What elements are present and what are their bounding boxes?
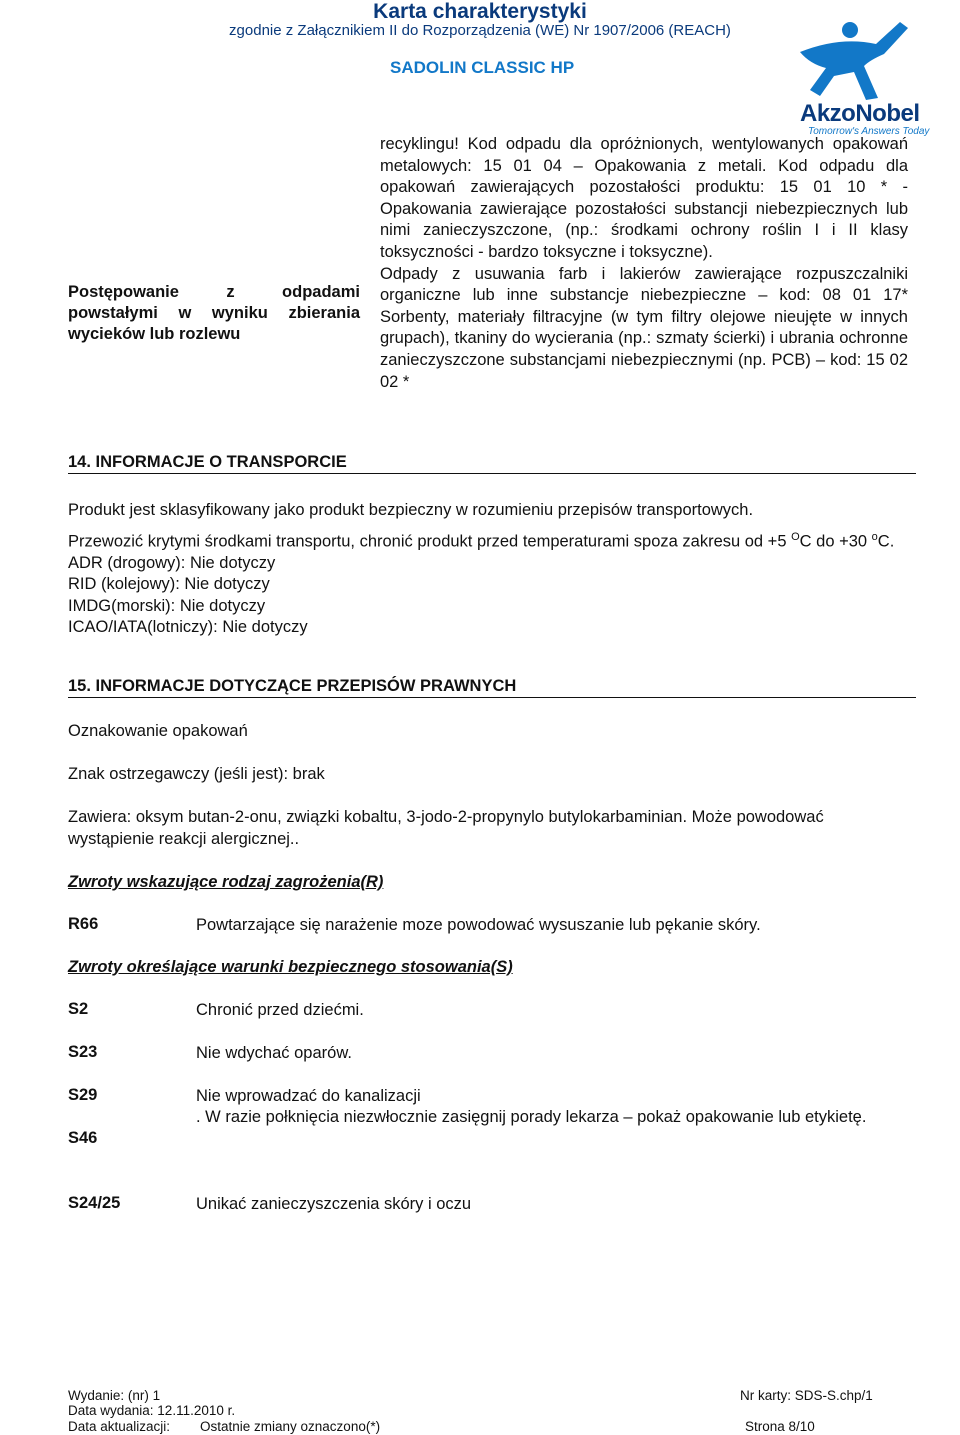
s-phrase-code: S46 xyxy=(68,1129,98,1147)
r-phrases-heading: Zwroty wskazujące rodzaj zagrożenia(R) xyxy=(68,873,384,891)
s-phrase-text: Unikać zanieczyszczenia skóry i oczu xyxy=(196,1195,472,1213)
transport-imdg: IMDG(morski): Nie dotyczy xyxy=(68,596,266,615)
document-subtitle: zgodnie z Załącznikiem II do Rozporządzenia (WE) Nr 1907/2006 (REACH) xyxy=(229,22,731,39)
s-phrase-text: Nie wdychać oparów. xyxy=(196,1044,352,1062)
waste-handling-label: Postępowanie z odpadami powstałymi w wyniku zbierania wycieków lub rozlewu xyxy=(68,283,360,343)
transport-adr: ADR (drogowy): Nie dotyczy xyxy=(68,553,276,572)
contains-text: Zawiera: oksym butan-2-onu, związki kobaltu, 3-jodo-2-propynylo butylokarbaminian. Może powodować wystąpienie reakcji alergicznej.. xyxy=(68,808,824,848)
s-phrase-text: Chronić przed dziećmi. xyxy=(196,1001,364,1019)
transport-info xyxy=(68,500,918,639)
transport-icao: ICAO/IATA(lotniczy): Nie dotyczy xyxy=(68,618,308,636)
footer-issue-date: Data wydania: 12.11.2010 r. xyxy=(68,1403,236,1418)
transport-classification: Produkt jest sklasyfikowany jako produkt bezpieczny w rozumieniu przepisów transportowych. xyxy=(68,501,754,519)
r-phrase-code: R66 xyxy=(68,915,99,933)
akzonobel-logo-text: AkzoNobel xyxy=(800,100,920,127)
logo-tagline: Tomorrow's Answers Today xyxy=(808,126,930,137)
footer-update-value: Ostatnie zmiany oznaczono(*) xyxy=(200,1419,381,1434)
footer-card-number: Nr karty: SDS-S.chp/1 xyxy=(740,1388,873,1403)
s-phrase-text: Nie wprowadzać do kanalizacji xyxy=(196,1087,421,1105)
waste-handling-text xyxy=(380,134,908,393)
waste-paragraph-1: recyklingu! Kod odpadu dla opróżnionych, wentylowanych opakowań metalowych: 15 01 04 – Opakowania z metali. Kod odpadu dla opakowań zawierających pozostałości produktu: 15 01 10 * - Opakowania zawierające pozostałości substancji niebezpiecznych lub nimi zanieczyszczone, (np.: środkami ochrony roślin I i II klasy toksyczności - bardzo toksyczne i toksyczne). xyxy=(380,135,908,261)
footer-update-label: Data aktualizacji: xyxy=(68,1419,171,1434)
section-14-heading: 14. INFORMACJE O TRANSPORCIE xyxy=(68,453,916,474)
s-phrase-code: S23 xyxy=(68,1043,98,1061)
section-15-heading: 15. INFORMACJE DOTYCZĄCE PRZEPISÓW PRAWNYCH xyxy=(68,677,916,698)
r-phrase-text: Powtarzające się narażenie moze powodować wysuszanie lub pękanie skóry. xyxy=(196,916,761,934)
document-title: Karta charakterystyki xyxy=(373,0,587,23)
transport-temperature: Przewozić krytymi środkami transportu, chronić produkt przed temperaturami spoza zakresu od +5 $^O$C do +30 $^o$C. xyxy=(68,530,895,550)
transport-rid: RID (kolejowy): Nie dotyczy xyxy=(68,575,270,593)
s-phrases-heading: Zwroty określające warunki bezpiecznego stosowania(S) xyxy=(68,958,513,976)
product-name: SADOLIN CLASSIC HP xyxy=(390,58,575,77)
s-phrase-code: S29 xyxy=(68,1086,98,1104)
waste-paragraph-2: Odpady z usuwania farb i lakierów zawierające rozpuszczalniki organiczne lub inne substancje niebezpieczne – kod: 08 01 17* Sorbenty, materiały filtracyjne (w tym filtry olejowe nieujęte w innych grupach), tkaniny do wycierania (np.: szmaty ścierki) i ubrania ochronne zanieczyszczone substancjami niebezpiecznymi (np. PCB) – kod: 15 02 02 * xyxy=(380,264,908,391)
labeling-heading: Oznakowanie opakowań xyxy=(68,722,248,740)
s-phrase-code: S2 xyxy=(68,1000,89,1018)
footer-edition: Wydanie: (nr) 1 xyxy=(68,1388,161,1403)
footer-page-number: Strona 8/10 xyxy=(745,1419,815,1434)
s-phrase-text: . W razie połknięcia niezwłocznie zasięgnij porady lekarza – pokaż opakowanie lub etykietę. xyxy=(196,1108,867,1126)
s-phrase-code: S24/25 xyxy=(68,1194,121,1212)
warning-sign: Znak ostrzegawczy (jeśli jest): brak xyxy=(68,765,325,783)
